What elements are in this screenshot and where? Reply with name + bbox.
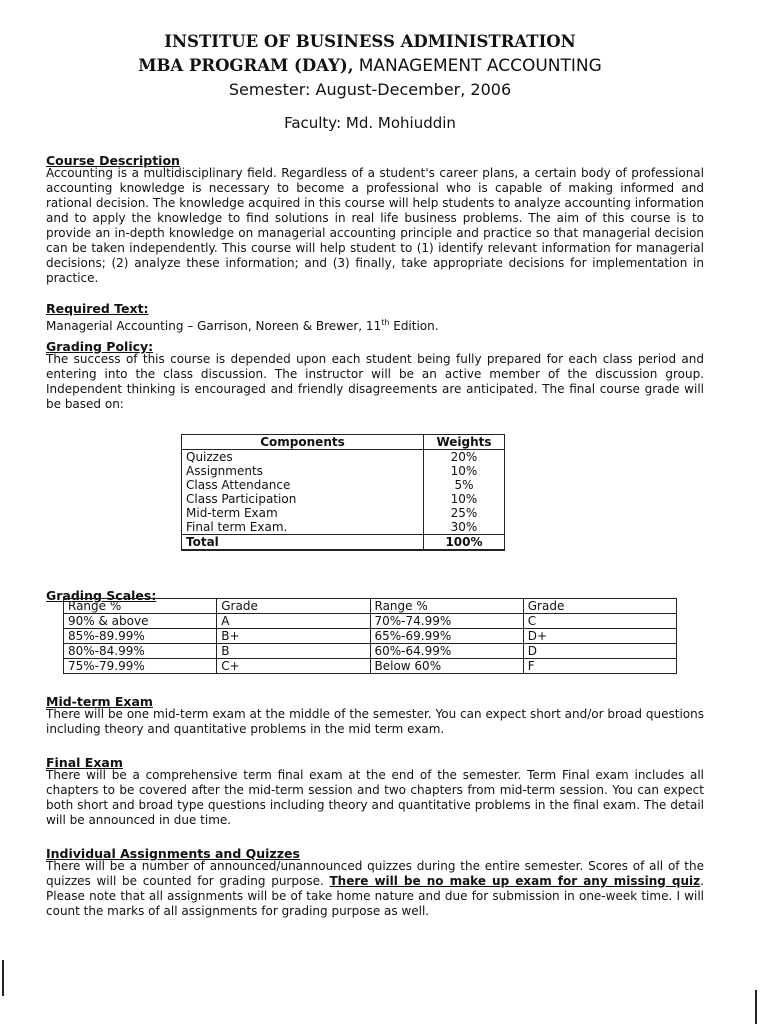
table-row <box>182 506 505 520</box>
component-cell: Assignments <box>182 464 424 478</box>
no-makeup-notice: There will be no make up exam for any missing quiz <box>329 874 701 888</box>
weight-cell: 10% <box>424 492 505 506</box>
total-row <box>182 535 505 551</box>
range-cell: Below 60% <box>370 659 523 674</box>
grade-header: Grade <box>523 599 676 614</box>
institute-title: INSTITUE OF BUSINESS ADMINISTRATION <box>164 32 576 51</box>
range-cell: 65%-69.99% <box>370 629 523 644</box>
total-value: 100% <box>424 535 505 551</box>
range-cell: 75%-79.99% <box>64 659 217 674</box>
assignments-text-end: . Please note that all assignments will be of take home nature and due for submission in one-week time. I will count the marks of all assignments for grading purpose as well. <box>46 874 704 918</box>
grade-cell: B <box>217 644 370 659</box>
assignments-text <box>46 859 704 919</box>
table-row <box>182 464 505 478</box>
range-header: Range % <box>370 599 523 614</box>
required-text-superscript: th <box>381 318 390 327</box>
weights-table <box>181 434 505 551</box>
table-row <box>182 520 505 535</box>
component-cell: Class Attendance <box>182 478 424 492</box>
range-cell: 80%-84.99% <box>64 644 217 659</box>
table-row <box>64 659 677 674</box>
weight-cell: 30% <box>424 520 505 535</box>
faculty-line: Faculty: Md. Mohiuddin <box>284 114 456 132</box>
grade-header: Grade <box>217 599 370 614</box>
grading-policy-heading: Grading Policy: <box>46 339 154 354</box>
semester-line: Semester: August-December, 2006 <box>228 80 512 99</box>
range-cell: 70%-74.99% <box>370 614 523 629</box>
component-cell: Mid-term Exam <box>182 506 424 520</box>
scan-edge-mark <box>2 960 4 996</box>
grade-cell: B+ <box>217 629 370 644</box>
range-header: Range % <box>64 599 217 614</box>
components-header: Components <box>182 435 424 450</box>
component-cell: Class Participation <box>182 492 424 506</box>
grade-cell: A <box>217 614 370 629</box>
grade-cell: F <box>523 659 676 674</box>
grade-cell: D <box>523 644 676 659</box>
midterm-text: There will be one mid-term exam at the middle of the semester. You can expect short and/or broad questions including theory and quantitative problems in the mid term exam. <box>46 707 704 736</box>
grade-cell: C+ <box>217 659 370 674</box>
weight-cell: 20% <box>424 450 505 465</box>
table-row <box>64 629 677 644</box>
total-label: Total <box>182 535 424 551</box>
range-cell: 90% & above <box>64 614 217 629</box>
grade-cell: D+ <box>523 629 676 644</box>
weights-header-row <box>182 435 505 450</box>
scan-edge-mark <box>755 990 757 1024</box>
midterm-heading: Mid-term Exam <box>46 694 153 709</box>
table-row <box>182 478 505 492</box>
grading-scales-heading: Grading Scales: <box>46 588 157 603</box>
table-row <box>182 492 505 506</box>
grading-policy-text: The success of this course is depended upon each student being fully prepared for each class period and entering into the class discussion. The instructor will be an active member of the discussion group. Independent thinking is encouraged and friendly disagreements are anticipated. The final course grade will be based on: <box>46 352 704 411</box>
required-text-line <box>46 315 704 334</box>
course-description-text: Accounting is a multidisciplinary field. Regardless of a student's career plans, a certain body of professional accounting knowledge is necessary to become a professional who is capable of making informed and rational decision. The knowledge acquired in this course will help students to analyze accounting information and to apply the knowledge to find solutions in real life business problems. The aim of this course is to provide an in-depth knowledge on managerial accounting principle and practice so that managerial decision can be taken independently. This course will help student to (1) identify relevant information for managerial decisions; (2) analyze these information; and (3) finally, take appropriate decisions for implementation in practice. <box>46 166 704 285</box>
required-text-edition: Edition. <box>389 319 439 333</box>
weight-cell: 10% <box>424 464 505 478</box>
weight-cell: 5% <box>424 478 505 492</box>
scales-header-row <box>64 599 677 614</box>
program-title <box>0 56 740 76</box>
grading-scales-table <box>63 598 677 674</box>
required-text-heading: Required Text: <box>46 301 149 316</box>
table-row <box>182 450 505 465</box>
range-cell: 60%-64.99% <box>370 644 523 659</box>
grade-cell: C <box>523 614 676 629</box>
range-cell: 85%-89.99% <box>64 629 217 644</box>
component-cell: Final term Exam. <box>182 520 424 535</box>
course-name: MANAGEMENT ACCOUNTING <box>358 56 602 76</box>
final-exam-text: There will be a comprehensive term final exam at the end of the semester. Term Final exam includes all chapters to be covered after the mid-term session and two chapters from mid-term session. You can expect both short and broad type questions including theory and quantitative problems in the final exam. The detail will be announced in due time. <box>46 768 704 827</box>
table-row <box>64 614 677 629</box>
final-exam-heading: Final Exam <box>46 755 123 770</box>
required-text-book: Managerial Accounting – Garrison, Noreen & Brewer, 11 <box>46 319 382 333</box>
assignments-heading: Individual Assignments and Quizzes <box>46 846 300 861</box>
assignments-text-start: There will be a number of announced/unannounced quizzes during the entire semester. Scores of all of the quizzes will be counted for grading purpose. <box>46 859 704 888</box>
program-name: MBA PROGRAM (DAY), <box>138 56 354 75</box>
component-cell: Quizzes <box>182 450 424 465</box>
course-description-heading: Course Description <box>46 153 180 168</box>
table-row <box>64 644 677 659</box>
weights-header: Weights <box>424 435 505 450</box>
weight-cell: 25% <box>424 506 505 520</box>
